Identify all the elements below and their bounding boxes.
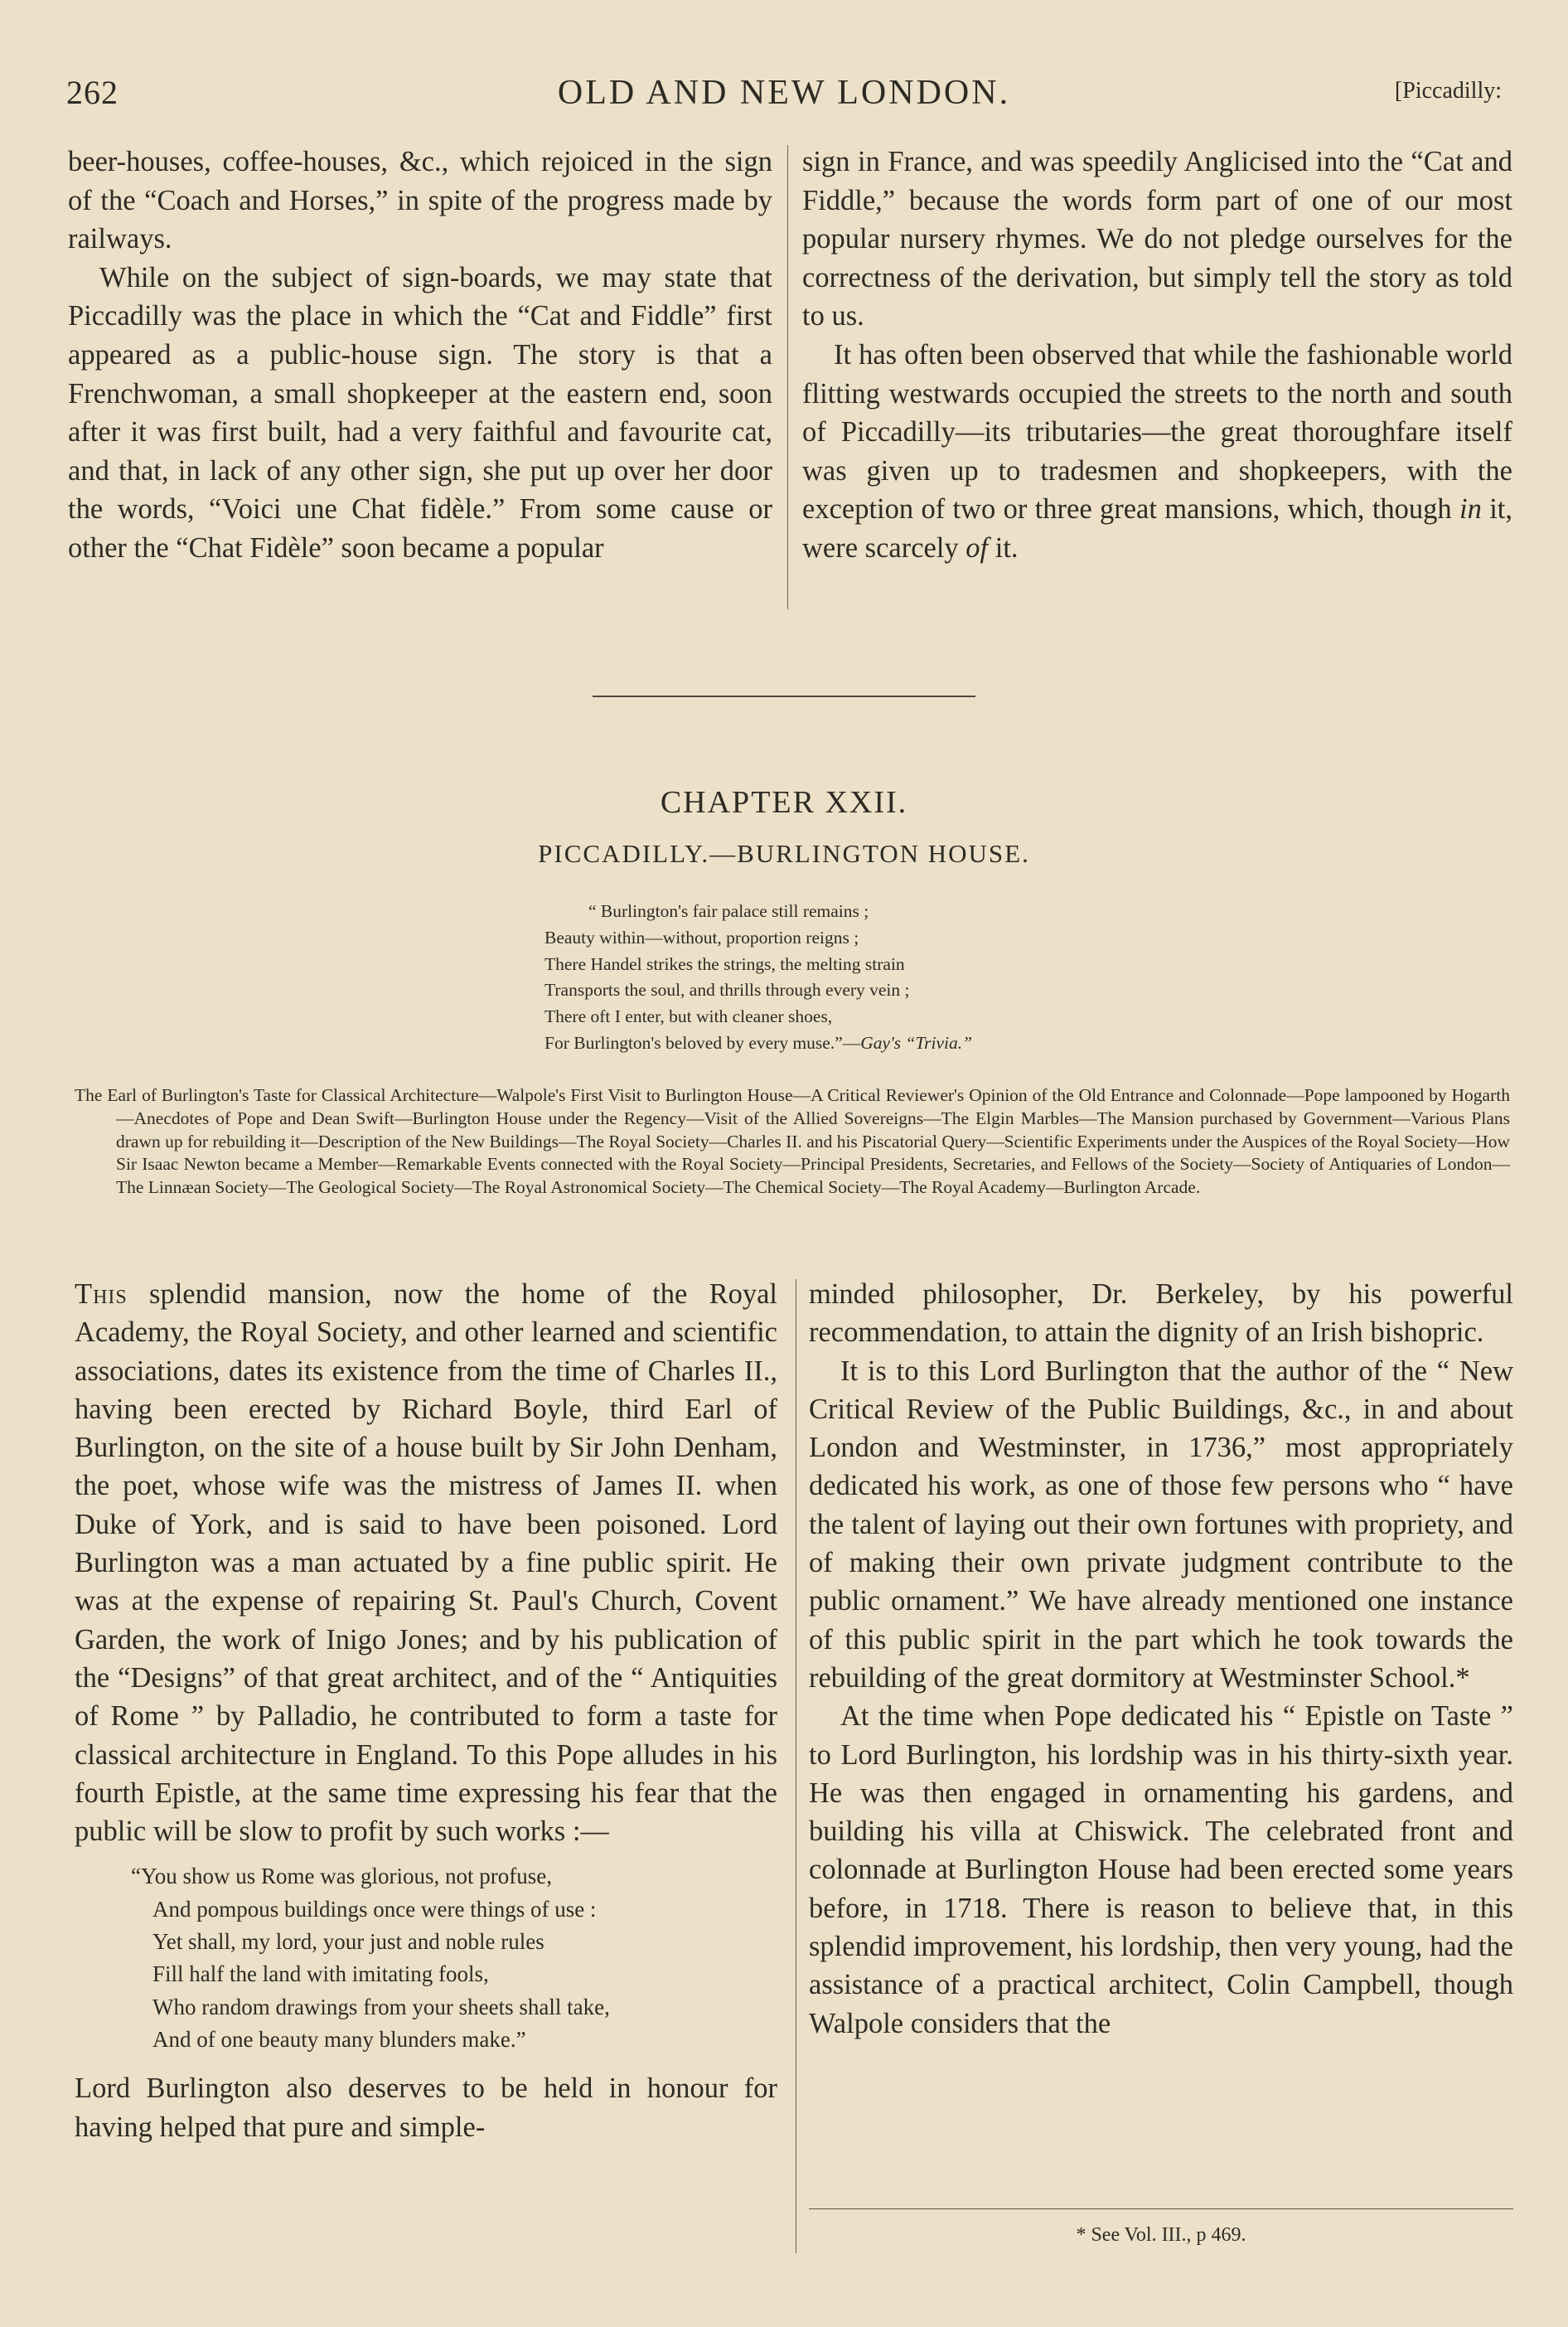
paragraph: It is to this Lord Burlington that the author of the “ New Critical Review of the Public Buildings, &c., in and about London and Westminster, in 1736,” most appropriately dedicated his work, as one of those few persons who “ have the talent of laying out their own fortunes with propriety, and of making their own private judgment contribute to the public ornament.” We have already mentioned one instance of this public spirit in the part which he took towards the rebuilding of the great dormitory at Westminster School.* <box>809 1355 1513 1694</box>
paragraph: While on the subject of sign-boards, we may state that Piccadilly was the place in which the “Cat and Fiddle” first appeared as a public-house sign. The story is that a Frenchwoman, a small shopkeeper at the eastern end, soon after it was first built, had a very faithful and favourite cat, and that, in lack of any other sign, she put up over her door the words, “Voici une Chat fidèle.” From some cause or other the “Chat Fidèle” soon became a popular <box>68 261 772 564</box>
epigraph-citation: Gay's “Trivia.” <box>860 1032 973 1053</box>
section-marker: [Piccadilly: <box>1394 78 1502 104</box>
opening-word: This <box>75 1278 128 1310</box>
verse-line: Fill half the land with imitating fools, <box>152 1961 489 1987</box>
paragraph-text: it, were scarcely <box>802 493 1513 564</box>
paragraph-text: splendid mansion, now the home of the Royal Academy, the Royal Society, and other learned and scientific associations, dates its existence from the time of Charles II., having been erected by Richard Boyle, third Earl of Burlington, on the site of a house built by Sir John Denham, the poet, whose wife was the mistress of James II. when Duke of York, and is said to have been poisoned. Lord Burlington was a man actuated by a fine public spirit. He was at the expense of repairing St. Paul's Church, Covent Garden, the work of Inigo Jones; and by his publication of the “Designs” of that great architect, and of the “ Antiquities of Rome ” by Palladio, he contributed to form a taste for classical architecture in England. To this Pope alludes in his fourth Epistle, at the same time expressing his fear that the public will be slow to profit by such works :— <box>75 1278 777 1848</box>
column-divider <box>787 145 788 609</box>
epigraph-line: “ Burlington's fair palace still remains ; <box>588 901 869 921</box>
running-head <box>66 73 1502 123</box>
top-right-column <box>802 143 1512 568</box>
paragraph <box>802 336 1512 568</box>
italic-word: in <box>1459 493 1482 526</box>
epigraph-line-last <box>544 1030 1174 1057</box>
body-right-column <box>809 1275 1513 2043</box>
paragraph <box>75 1275 777 1850</box>
verse-quotation <box>75 1860 777 2056</box>
chapter-number: CHAPTER XXII. <box>660 785 908 820</box>
epigraph-line: Beauty within—without, proportion reigns ; <box>544 927 859 948</box>
body-left-column <box>75 1275 777 2146</box>
page-number: 262 <box>66 74 119 111</box>
paragraph: Lord Burlington also deserves to be held in honour for having helped that pure and simple- <box>75 2072 777 2143</box>
section-rule <box>593 696 975 697</box>
paragraph: beer-houses, coffee-houses, &c., which rejoiced in the sign of the “Coach and Horses,” in spite of the progress made by railways. <box>68 146 772 255</box>
epigraph-line: For Burlington's beloved by every muse.”— <box>544 1032 861 1053</box>
paragraph: At the time when Pope dedicated his “ Epistle on Taste ” to Lord Burlington, his lordship was in his thirty-sixth year. He was then engaged in ornamenting his gardens, and building his villa at Chiswick. The celebrated front and colonnade at Burlington House had been erected some years before, in 1718. There is reason to believe that, in this splendid improvement, his lordship, then very young, had the assistance of a practical architect, Colin Campbell, though Walpole considers that the <box>809 1700 1513 2039</box>
verse-line: And pompous buildings once were things of use : <box>152 1896 597 1922</box>
epigraph-line: There Handel strikes the strings, the melting strain <box>544 953 905 974</box>
verse-line: “You show us Rome was glorious, not profuse, <box>131 1864 553 1889</box>
epigraph-line: Transports the soul, and thrills through every vein ; <box>544 980 910 1001</box>
verse-line: Who random drawings from your sheets shall take, <box>152 1994 610 2019</box>
italic-word: of <box>965 531 989 564</box>
chapter-title: PICCADILLY.—BURLINGTON HOUSE. <box>538 839 1030 868</box>
synopsis-text: The Earl of Burlington's Taste for Classical Architecture—Walpole's First Visit to Burlington House—A Critical Reviewer's Opinion of the Old Entrance and Colonnade—Pope lampooned by Hogarth—Anecdotes of Pope and Dean Swift—Burlington House under the Regency—Visit of the Allied Sovereigns—The Elgin Marbles—The Mansion purchased by Government—Various Plans drawn up for rebuilding it—Description of the New Buildings—The Royal Society—Charles II. and his Piscatorial Query—Scientific Experiments under the Auspices of the Royal Society—How Sir Isaac Newton became a Member—Remarkable Events connected with the Royal Society—Principal Presidents, Secretaries, and Fellows of the Society—Society of Antiquaries of London—The Linnæan Society—The Geological Society—The Royal Astronomical Society—The Chemical Society—The Royal Academy—Burlington Arcade. <box>75 1085 1510 1198</box>
running-title: OLD AND NEW LONDON. <box>557 74 1011 112</box>
paragraph: minded philosopher, Dr. Berkeley, by his powerful recommendation, to attain the dignity of an Irish bishopric. <box>809 1278 1513 1349</box>
top-left-column <box>68 143 772 568</box>
verse-line: And of one beauty many blunders make.” <box>152 2026 526 2052</box>
footnote: * See Vol. III., p 469. <box>1076 2224 1246 2246</box>
paragraph-text: It has often been observed that while the fashionable world flitting westwards occupied the streets to the north and south of Piccadilly—its tributaries—the great thoroughfare itself was given up to tradesmen and shopkeepers, with the exception of two or three great mansions, which, though <box>802 338 1512 526</box>
epigraph <box>544 899 1174 1057</box>
chapter-synopsis <box>75 1084 1510 1200</box>
verse-line: Yet shall, my lord, your just and noble rules <box>152 1929 544 1955</box>
paragraph: sign in France, and was speedily Anglicised into the “Cat and Fiddle,” because the words form part of one of our most popular nursery rhymes. We do not pledge ourselves for the correctness of the derivation, but simply tell the story as told to us. <box>802 146 1512 332</box>
footnote-rule <box>809 2208 1513 2209</box>
paragraph-text: it. <box>988 531 1019 564</box>
epigraph-line: There oft I enter, but with cleaner shoes, <box>544 1006 833 1027</box>
